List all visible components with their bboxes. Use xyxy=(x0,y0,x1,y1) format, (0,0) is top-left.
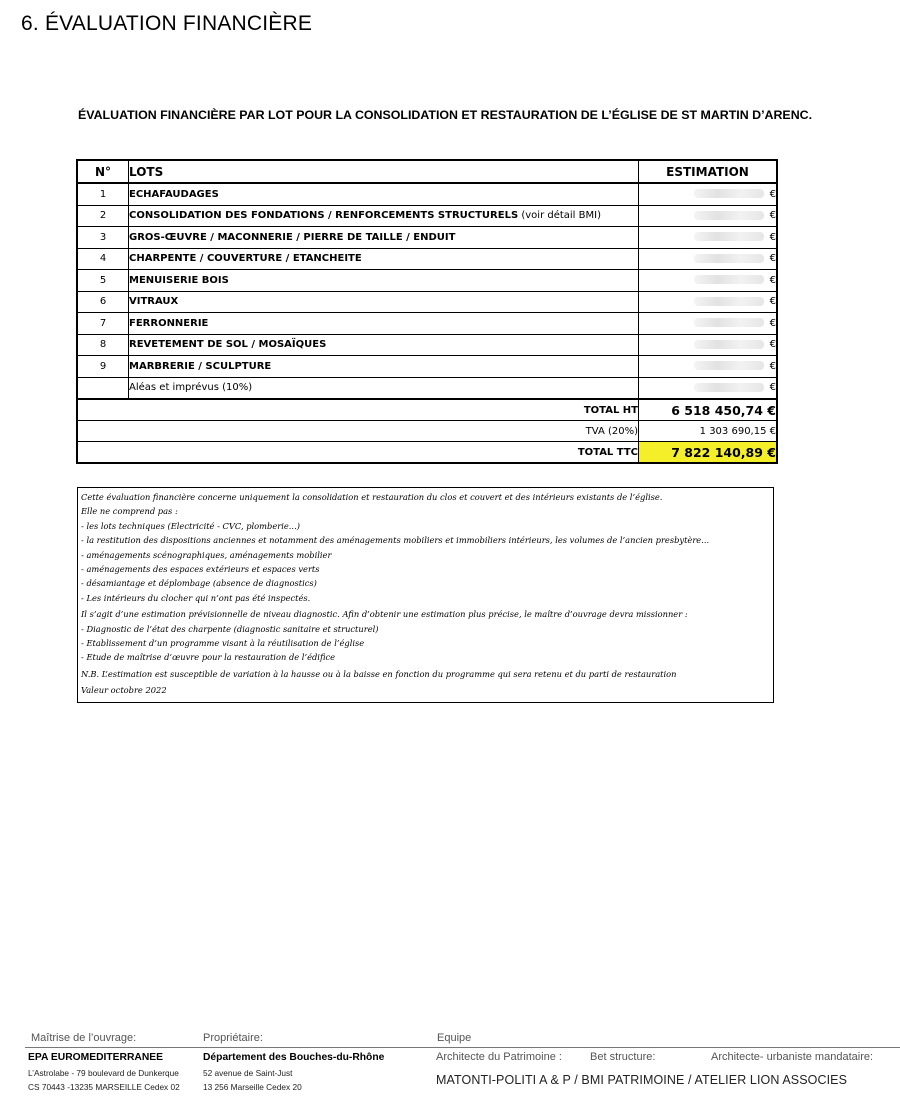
lot-number: 9 xyxy=(77,356,129,378)
note-line: - aménagements des espaces extérieurs et espaces verts xyxy=(81,564,320,575)
lot-label: CONSOLIDATION DES FONDATIONS / RENFORCEMENTS STRUCTURELS xyxy=(129,210,519,222)
redacted-amount xyxy=(694,232,764,241)
note-line: Valeur octobre 2022 xyxy=(81,685,167,696)
lot-name xyxy=(129,377,639,399)
table-row xyxy=(77,227,777,249)
lot-estimation xyxy=(639,205,778,227)
redacted-amount xyxy=(694,361,764,370)
footer-divider xyxy=(25,1047,900,1048)
lot-estimation xyxy=(639,313,778,335)
lot-name xyxy=(129,248,639,270)
lot-number: 7 xyxy=(77,313,129,335)
financial-table xyxy=(76,159,778,464)
lot-name xyxy=(129,183,639,205)
lot-note: (voir détail BMI) xyxy=(518,210,601,222)
lot-name xyxy=(129,334,639,356)
note-line: - Les intérieurs du clocher qui n’ont pas été inspectés. xyxy=(81,592,311,603)
proprietaire-name: Département des Bouches-du-Rhône xyxy=(203,1052,385,1063)
total-ht-value: 6 518 450,74 € xyxy=(639,399,778,421)
table-row xyxy=(77,270,777,292)
redacted-amount xyxy=(694,275,764,284)
equipe-heading: Equipe xyxy=(437,1032,472,1044)
lot-label: MENUISERIE BOIS xyxy=(129,274,229,286)
page-title: 6. ÉVALUATION FINANCIÈRE xyxy=(21,12,313,35)
lot-label: FERRONNERIE xyxy=(129,317,209,329)
proprietaire-address-2: 13 256 Marseille Cedex 20 xyxy=(203,1082,302,1092)
lot-estimation xyxy=(639,334,778,356)
table-row xyxy=(77,248,777,270)
lot-estimation xyxy=(639,270,778,292)
currency-symbol: € xyxy=(769,339,776,351)
proprietaire-address-1: 52 avenue de Saint-Just xyxy=(203,1068,293,1078)
maitrise-address-1: L’Astrolabe - 79 boulevard de Dunkerque xyxy=(28,1068,179,1078)
redacted-amount xyxy=(694,189,764,198)
note-line: Il s’agit d’une estimation prévisionnelle de niveau diagnostic. Afin d’obtenir une estimation plus précise, le maître d’ouvrage devra missionner : xyxy=(81,609,688,620)
currency-symbol: € xyxy=(769,210,776,222)
header-lots: LOTS xyxy=(129,160,639,183)
proprietaire-heading: Propriétaire: xyxy=(203,1032,263,1044)
total-ttc-row xyxy=(77,442,777,464)
redacted-amount xyxy=(694,383,764,392)
table-row xyxy=(77,377,777,399)
lot-estimation xyxy=(639,183,778,205)
lot-label: MARBRERIE / SCULPTURE xyxy=(129,360,272,372)
redacted-amount xyxy=(694,340,764,349)
redacted-amount xyxy=(694,211,764,220)
team-line: MATONTI-POLITI A & P / BMI PATRIMOINE / ATELIER LION ASSOCIES xyxy=(436,1073,848,1087)
currency-symbol: € xyxy=(769,231,776,243)
lot-name xyxy=(129,291,639,313)
header-estimation: ESTIMATION xyxy=(639,160,778,183)
table-row xyxy=(77,183,777,205)
currency-symbol: € xyxy=(769,188,776,200)
lot-estimation xyxy=(639,227,778,249)
lot-label: REVETEMENT DE SOL / MOSAÏQUES xyxy=(129,339,327,351)
currency-symbol: € xyxy=(769,382,776,394)
note-line: - désamiantage et déplombage (absence de diagnostics) xyxy=(81,578,317,589)
tva-value: 1 303 690,15 € xyxy=(639,421,778,442)
notes-box xyxy=(77,487,774,703)
lot-name xyxy=(129,270,639,292)
lot-label: ECHAFAUDAGES xyxy=(129,188,219,200)
lot-label: GROS-ŒUVRE / MACONNERIE / PIERRE DE TAILLE / ENDUIT xyxy=(129,231,456,243)
redacted-amount xyxy=(694,318,764,327)
table-subtitle: ÉVALUATION FINANCIÈRE PAR LOT POUR LA CONSOLIDATION ET RESTAURATION DE L’ÉGLISE DE ST MARTIN D’ARENC. xyxy=(78,108,813,122)
maitrise-address-2: CS 70443 -13235 MARSEILLE Cedex 02 xyxy=(28,1082,180,1092)
role-mandataire: Architecte- urbaniste mandataire: xyxy=(711,1051,874,1063)
redacted-amount xyxy=(694,297,764,306)
currency-symbol: € xyxy=(769,253,776,265)
lot-name xyxy=(129,313,639,335)
lot-number: 5 xyxy=(77,270,129,292)
lot-name xyxy=(129,205,639,227)
lot-label: VITRAUX xyxy=(129,296,179,308)
lot-estimation xyxy=(639,356,778,378)
lot-estimation xyxy=(639,377,778,399)
lot-number: 2 xyxy=(77,205,129,227)
lot-number: 8 xyxy=(77,334,129,356)
role-bet: Bet structure: xyxy=(590,1051,656,1063)
note-line: Cette évaluation financière concerne uniquement la consolidation et restauration du clos et couvert et des intérieurs existants de l’église. xyxy=(81,492,663,502)
total-ttc-label: TOTAL TTC xyxy=(77,442,639,464)
lot-estimation xyxy=(639,291,778,313)
lot-number: 1 xyxy=(77,183,129,205)
currency-symbol: € xyxy=(769,296,776,308)
lot-number xyxy=(77,377,129,399)
lot-estimation xyxy=(639,248,778,270)
tva-label: TVA (20%) xyxy=(77,421,639,442)
lot-number: 4 xyxy=(77,248,129,270)
note-line: - Etude de maîtrise d’œuvre pour la restauration de l’édifice xyxy=(81,652,336,663)
note-line: - la restitution des dispositions anciennes et notamment des aménagements mobiliers et immobiliers intérieurs, les volumes de l’ancien presbytère... xyxy=(81,535,710,546)
note-line: - aménagements scénographiques, aménagements mobilier xyxy=(81,549,332,560)
note-line: - Etablissement d’un programme visant à la réutilisation de l’église xyxy=(81,638,365,649)
redacted-amount xyxy=(694,254,764,263)
note-line: Elle ne comprend pas : xyxy=(81,506,178,517)
total-ht-row xyxy=(77,399,777,421)
table-row xyxy=(77,291,777,313)
total-ht-label: TOTAL HT xyxy=(77,399,639,421)
total-ttc-value: 7 822 140,89 € xyxy=(639,442,778,464)
lot-number: 3 xyxy=(77,227,129,249)
lot-label: CHARPENTE / COUVERTURE / ETANCHEITE xyxy=(129,253,362,265)
lot-name xyxy=(129,227,639,249)
table-row xyxy=(77,313,777,335)
lot-label: Aléas et imprévus (10%) xyxy=(129,382,253,394)
currency-symbol: € xyxy=(769,360,776,372)
currency-symbol: € xyxy=(769,317,776,329)
note-line: N.B. L’estimation est susceptible de variation à la hausse ou à la baisse en fonction du programme qui sera retenu et du parti de restauration xyxy=(81,668,677,679)
lot-name xyxy=(129,356,639,378)
note-line: - Diagnostic de l’état des charpente (diagnostic sanitaire et structurel) xyxy=(81,623,379,634)
tva-row xyxy=(77,421,777,442)
header-number: N° xyxy=(77,160,129,183)
footer xyxy=(0,1030,900,1113)
maitrise-name: EPA EUROMEDITERRANEE xyxy=(28,1052,164,1063)
maitrise-heading: Maîtrise de l’ouvrage: xyxy=(31,1032,137,1044)
table-row xyxy=(77,334,777,356)
table-row xyxy=(77,356,777,378)
lot-number: 6 xyxy=(77,291,129,313)
role-architecte: Architecte du Patrimoine : xyxy=(436,1051,562,1063)
currency-symbol: € xyxy=(769,274,776,286)
table-row xyxy=(77,205,777,227)
note-line: - les lots techniques (Electricité - CVC, plomberie...) xyxy=(81,520,300,531)
